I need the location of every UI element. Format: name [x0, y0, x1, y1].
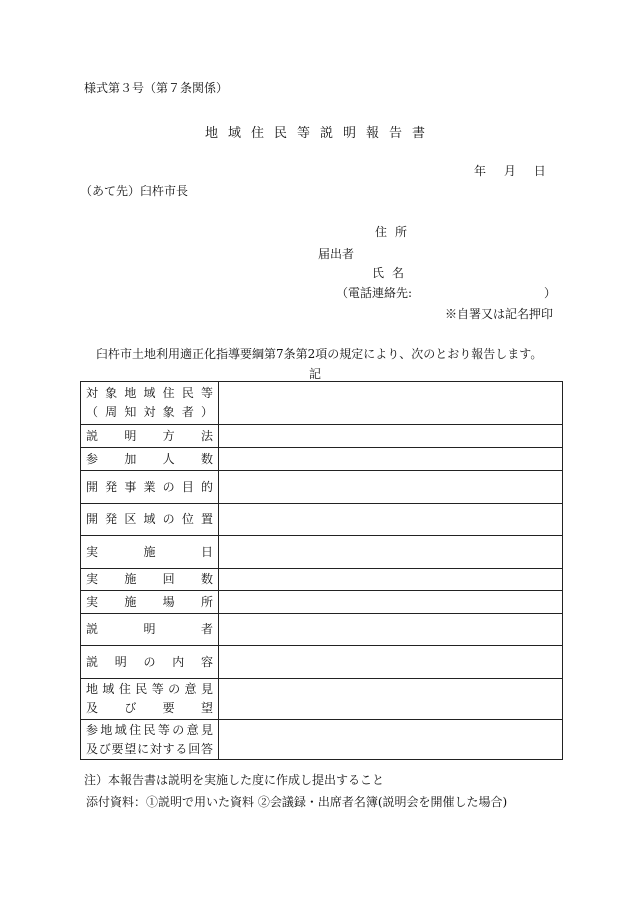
form-number: 様式第３号（第７条関係）	[84, 81, 229, 95]
row-label	[81, 382, 219, 425]
report-table	[80, 381, 563, 760]
row-value-cell[interactable]	[219, 471, 563, 504]
name-label: 氏名	[372, 266, 413, 280]
row-label	[81, 614, 219, 646]
row-label-line: 参地域住民等の意見	[86, 722, 213, 737]
table-row	[81, 569, 563, 591]
row-label-line: 説明の内容	[86, 654, 213, 669]
row-label-line: 及び要望	[86, 701, 213, 715]
seal-note: ※自署又は記名押印	[445, 307, 554, 321]
row-value-cell[interactable]	[219, 569, 563, 591]
address-label: 住所	[375, 225, 416, 239]
row-label	[81, 504, 219, 536]
row-label	[81, 679, 219, 720]
row-label-line: 参加人数	[86, 451, 213, 466]
document-title: 地域住民等説明報告書	[204, 126, 435, 141]
table-row	[81, 679, 563, 720]
row-label	[81, 471, 219, 504]
row-label-line: 開発事業の目的	[86, 479, 213, 494]
row-value-cell[interactable]	[219, 591, 563, 614]
addressee: （あて先）臼杵市長	[80, 184, 189, 198]
phone-label: （電話連絡先:	[336, 286, 413, 300]
table-row	[81, 382, 563, 425]
row-label	[81, 425, 219, 448]
row-value-cell[interactable]	[219, 679, 563, 720]
table-row	[81, 448, 563, 471]
row-label-line: 開発区域の位置	[86, 512, 213, 526]
row-label-line: 及び要望に対する回答	[86, 741, 213, 756]
ki-marker: 記	[308, 367, 321, 381]
row-label-line: 実施場所	[86, 594, 213, 609]
row-label	[81, 569, 219, 591]
row-label	[81, 720, 219, 760]
row-label	[81, 536, 219, 569]
table-row	[81, 646, 563, 679]
row-value-cell[interactable]	[219, 720, 563, 760]
row-label	[81, 591, 219, 614]
row-value-cell[interactable]	[219, 425, 563, 448]
row-value-cell[interactable]	[219, 504, 563, 536]
intro-text: 臼杵市土地利用適正化指導要綱第7条第2項の規定により、次のとおり報告します。	[96, 347, 543, 361]
date-month: 月	[503, 164, 516, 178]
date-line	[474, 162, 546, 179]
attachments-text: 添付資料：①説明で用いた資料 ②会議録・出席者名簿(説明会を開催した場合)	[86, 795, 508, 809]
table-row	[81, 614, 563, 646]
row-value-cell[interactable]	[219, 382, 563, 425]
table-row	[81, 471, 563, 504]
date-year: 年	[474, 164, 487, 178]
row-value-cell[interactable]	[219, 536, 563, 569]
row-label-line: 実施回数	[86, 572, 213, 586]
row-label-line: 説明者	[86, 622, 213, 636]
row-label-line: 実施日	[86, 544, 213, 559]
date-day: 日	[533, 164, 546, 178]
row-value-cell[interactable]	[219, 646, 563, 679]
note-text: 注）本報告書は説明を実施した度に作成し提出すること	[84, 773, 385, 787]
row-label	[81, 646, 219, 679]
row-value-cell[interactable]	[219, 614, 563, 646]
row-label-line: 説明方法	[86, 428, 213, 443]
notifier-label: 届出者	[318, 247, 355, 261]
row-label	[81, 448, 219, 471]
table-row	[81, 536, 563, 569]
table-row	[81, 504, 563, 536]
row-label-line: 地域住民等の意見	[86, 682, 213, 696]
table-row	[81, 425, 563, 448]
row-label-line: 対象地域住民等	[86, 386, 213, 400]
table-row	[81, 720, 563, 760]
phone-close-paren: ）	[544, 286, 557, 300]
row-label-line: （周知対象者）	[86, 405, 213, 419]
row-value-cell[interactable]	[219, 448, 563, 471]
table-row	[81, 591, 563, 614]
